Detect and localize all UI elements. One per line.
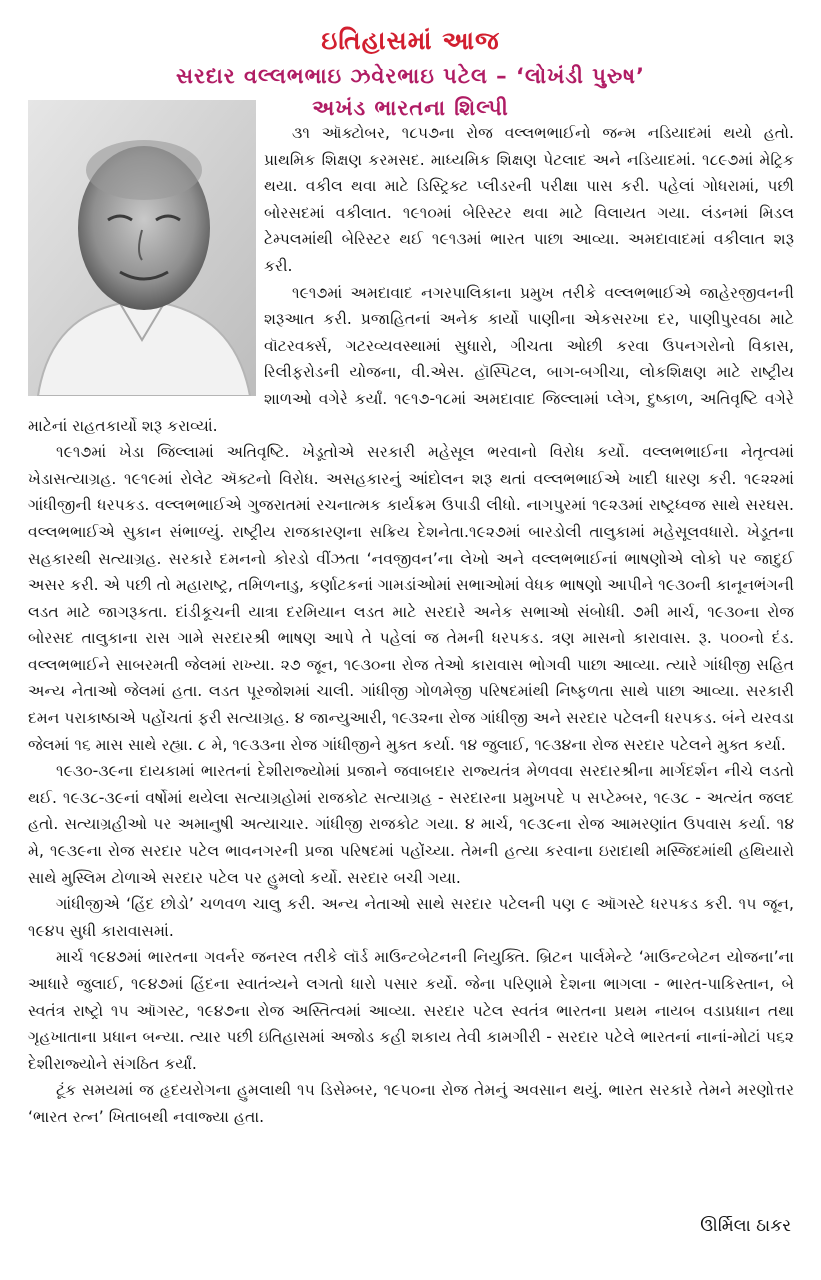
author-signature: ઊર્મિલા ઠાકર (700, 1216, 791, 1236)
article-body (28, 120, 794, 1131)
article-tagline: અખંડ ભારતના શિલ્પી (312, 96, 509, 120)
paragraph-public-life: ૧૯૧૭માં અમદાવાદ નગરપાલિકાના પ્રમુખ તરીકે વલ્લભભાઈએ જાહેરજીવનની શરૂઆત કરી. પ્રજાહિતનાં અનેક કાર્યો પાણીના એકસરખા દર, પાણીપુરવઠા માટે વૉટરવર્ક્સ, ગટરવ્યવસ્થામાં સુધારો, ગીચતા ઓછી કરવા ઉપનગરોનો વિકાસ, રિલીફરોડની યોજના, વી.એસ. હૉસ્પિટલ, બાગ-બગીચા, લોકશિક્ષણ માટે રાષ્ટ્રીય શાળઓ વગેરે કર્યાં. ૧૯૧૭-૧૮માં અમદાવાદ જિલ્લામાં પ્લેગ, દુષ્કાળ, અતિવૃષ્ટિ વગેરે માટેનાં રાહતકાર્યો શરૂ કરાવ્યાં. (28, 283, 794, 435)
paragraph-princely-states: ૧૯૩૦-૩૯ના દાયકામાં ભારતનાં દેશીરાજ્યોમાં પ્રજાને જવાબદાર રાજ્યતંત્ર મેળવવા સરદારશ્રીના માર્ગદર્શન નીચે લડતો થઈ. ૧૯૩૮-૩૯નાં વર્ષોમાં થયેલા સત્યાગ્રહોમાં રાજકોટ સત્યાગ્રહ - સરદારના પ્રમુખપદે ૫ સપ્ટેમ્બર, ૧૯૩૮ - અત્યંત જલદ હતો. સત્યાગ્રહીઓ પર અમાનુષી અત્યાચાર. ગાંધીજી રાજકોટ ગયા. ૪ માર્ચ, ૧૯૩૯ના રોજ આમરણાંત ઉપવાસ કર્યા. ૧૪ મે, ૧૯૩૯ના રોજ સરદાર પટેલ ભાવનગરની પ્રજા પરિષદમાં પહોંચ્યા. તેમની હત્યા કરવાના ઇરાદાથી મસ્જિદમાંથી હથિયારો સાથે મુસ્લિમ ટોળાએ સરદાર પટેલ પર હુમલો કર્યો. સરદાર બચી ગયા. (28, 762, 794, 887)
paragraph-satyagraha: ૧૯૧૭માં ખેડા જિલ્લામાં અતિવૃષ્ટિ. ખેડૂતોએ સરકારી મહેસૂલ ભરવાનો વિરોધ કર્યો. વલ્લભભાઈના નેતૃત્વમાં ખેડાસત્યાગ્રહ. ૧૯૧૯માં રોલેટ ઍક્ટનો વિરોધ. અસહકારનું આંદોલન શરૂ થતાં વલ્લભભાઈએ ખાદી ધારણ કરી. ૧૯૨૨માં ગાંધીજીની ધરપકડ. વલ્લભભાઈએ ગુજરાતમાં રચનાત્મક કાર્યક્રમ ઉપાડી લીધો. નાગપુરમાં ૧૯૨૩માં રાષ્ટ્રધ્વજ સાથે સરઘસ. વલ્લભભાઈએ સુકાન સંભાળ્યું. રાષ્ટ્રીય રાજકારણના સક્રિય દેશનેતા.૧૯૨૭માં બારડોલી તાલુકામાં મહેસૂલવધારો. ખેડૂતના સહકારથી સત્યાગ્રહ. સરકારે દમનનો કોરડો વીંઝતા ‘નવજીવન’ના લેખો અને વલ્લભભાઈનાં ભાષણોએ લોકો પર જાદુઈ અસર કરી. એ પછી તો મહારાષ્ટ્ર, તમિળનાડુ, કર્ણાટકનાં ગામડાંઓમાં સભાઓમાં વેધક ભાષણો આપીને ૧૯૩૦ની કાનૂનભંગની લડત માટે જાગરૂકતા. દાંડીકૂચની યાત્રા દરમિયાન લડત માટે સરદારે અનેક સભાઓ સંબોધી. ૭મી માર્ચ, ૧૯૩૦ના રોજ બોરસદ તાલુકાના રાસ ગામે સરદારશ્રી ભાષણ આપે તે પહેલાં જ તેમની ધરપકડ. ત્રણ માસનો કારાવાસ. રૂ. ૫૦૦નો દંડ. વલ્લભભાઈને સાબરમતી જેલમાં રાખ્યા. ૨૭ જૂન, ૧૯૩૦ના રોજ તેઓ કારાવાસ ભોગવી પાછા આવ્યા. ત્યારે ગાંધીજી સહિત અન્ય નેતાઓ જેલમાં હતા. લડત પૂરજોશમાં ચાલી. ગાંધીજી ગોળમેજી પરિષદમાંથી નિષ્ફળતા સાથે પાછા આવ્યા. સરકારી દમન પરાકાષ્ઠાએ પહોંચતાં ફરી સત્યાગ્રહ. ૪ જાન્યુઆરી, ૧૯૩૨ના રોજ ગાંધીજી અને સરદાર પટેલની ધરપકડ. બંને યરવડા જેલમાં ૧૬ માસ સાથે રહ્યા. ૮ મે, ૧૯૩૩ના રોજ ગાંધીજીને મુક્ત કર્યા. ૧૪ જુલાઈ, ૧૯૩૪ના રોજ સરદાર પટેલને મુક્ત કર્યા. (28, 443, 794, 754)
paragraph-independence: માર્ચ ૧૯૪૭માં ભારતના ગવર્નર જનરલ તરીકે લૉર્ડ માઉન્ટબેટનની નિયુક્તિ. બ્રિટન પાર્લમેન્ટે ‘માઉન્ટબેટન યોજના’ના આધારે જુલાઈ, ૧૯૪૭માં હિંદના સ્વાતંત્ર્યને લગતો ધારો પસાર કર્યો. જેના પરિણામે દેશના ભાગલા - ભારત-પાકિસ્તાન, બે સ્વતંત્ર રાષ્ટ્રો ૧૫ ઑગસ્ટ, ૧૯૪૭ના રોજ અસ્તિત્વમાં આવ્યા. સરદાર પટેલ સ્વતંત્ર ભારતના પ્રથમ નાયબ વડાપ્રધાન તથા ગૃહખાતાના પ્રધાન બન્યા. ત્યાર પછી ઇતિહાસમાં અજોડ કહી શકાય તેવી કામગીરી - સરદાર પટેલે ભારતનાં નાનાં-મોટાં ૫૬૨ દેશીરાજ્યોને સંગઠિત કર્યાં. (28, 948, 794, 1073)
paragraph-birth-education: ૩૧ ઑક્ટોબર, ૧૮૫૭ના રોજ વલ્લભભાઈનો જન્મ નડિયાદમાં થયો હતો. પ્રાથમિક શિક્ષણ કરમસદ. માધ્યમિક શિક્ષણ પેટલાદ અને નડિયાદમાં. ૧૮૯૭માં મેટ્રિક થયા. વકીલ થવા માટે ડિસ્ટ્રિક્ટ પ્લીડરની પરીક્ષા પાસ કરી. પહેલાં ગોધરામાં, પછી બોરસદમાં વકીલાત. ૧૯૧૦માં બેરિસ્ટર થવા માટે વિલાયત ગયા. લંડનમાં મિડલ ટેમ્પલમાંથી બેરિસ્ટર થઈ ૧૯૧૩માં ભારત પાછા આવ્યા. અમદાવાદમાં વકીલાત શરૂ કરી. (264, 124, 794, 275)
article-subtitle: સરદાર વલ્લભભાઇ ઝવેરભાઇ પટેલ – ‘લોખંડી પુરુષ’ (176, 64, 645, 88)
paragraph-death: ટૂંક સમયમાં જ હૃદયરોગના હુમલાથી ૧૫ ડિસેમ્બર, ૧૯૫૦ના રોજ તેમનું અવસાન થયું. ભારત સરકારે તેમને મરણોત્તર ‘ભારત રત્ન’ ખિતાબથી નવાજ્યા હતા. (28, 1081, 794, 1126)
paragraph-quit-india: ગાંધીજીએ ‘હિંદ છોડો’ ચળવળ ચાલુ કરી. અન્ય નેતાઓ સાથે સરદાર પટેલની પણ ૯ ઑગસ્ટે ધરપકડ કરી. ૧૫ જૂન, ૧૯૪૫ સુધી કારાવાસમાં. (28, 895, 794, 940)
page-title: ઇતિહાસમાં આજ (321, 26, 500, 55)
portrait-spacer (28, 120, 264, 400)
